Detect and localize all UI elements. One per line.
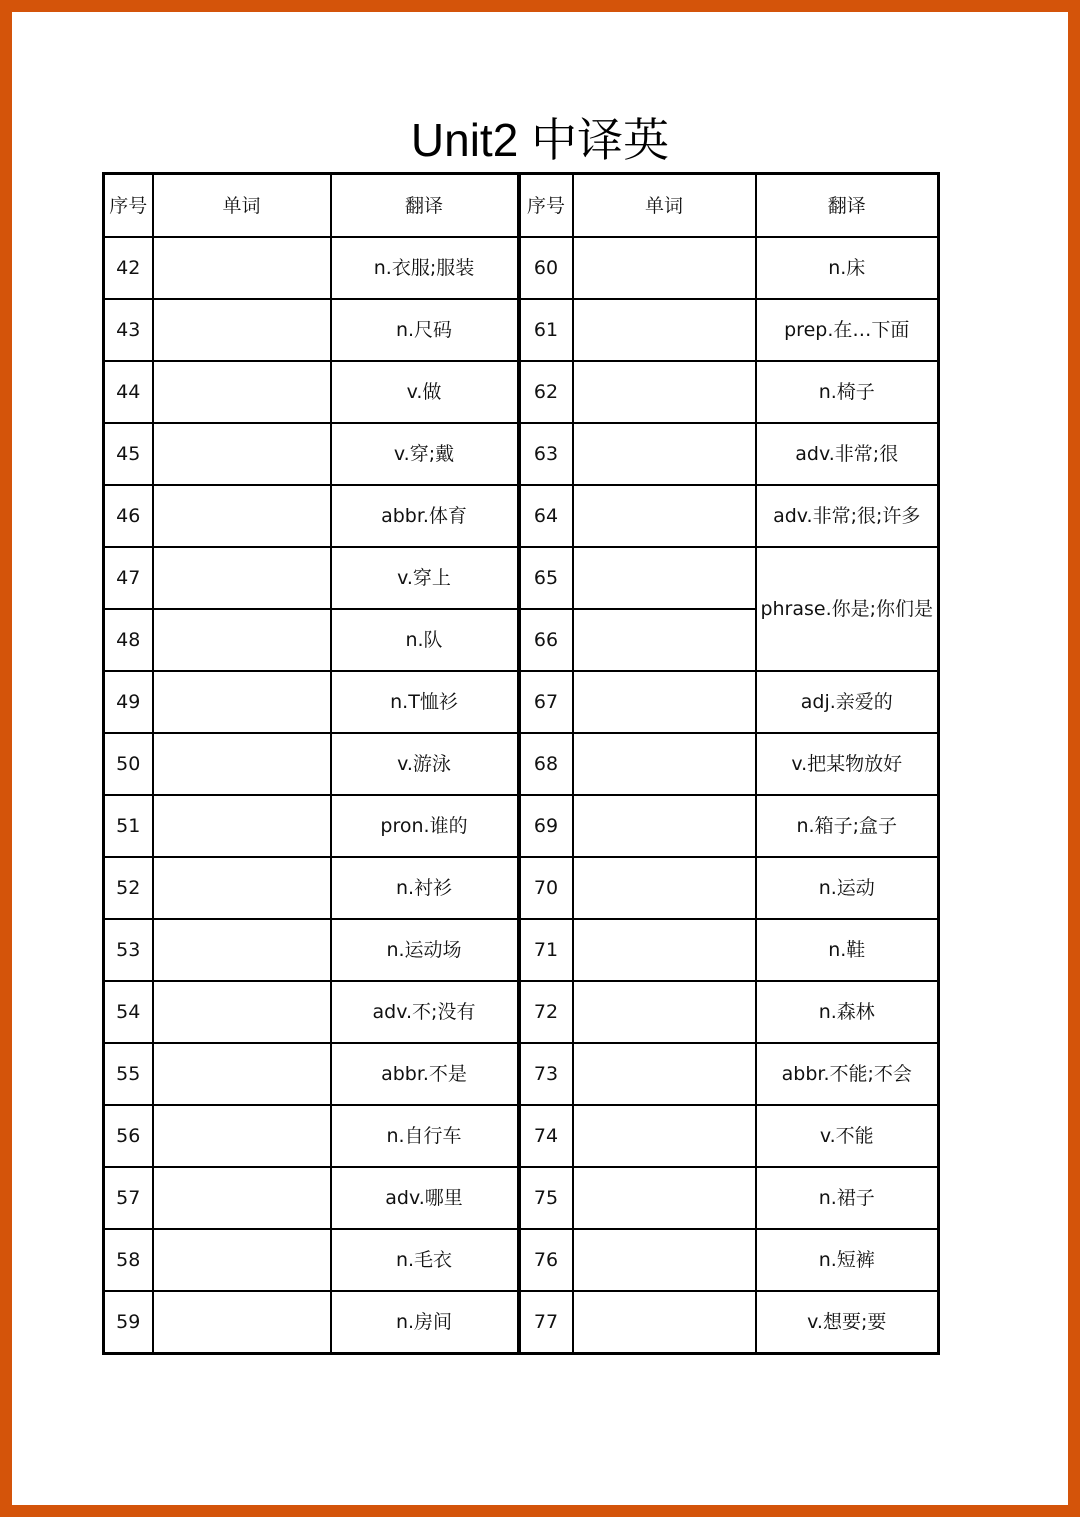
word-blank-left[interactable] [153,609,331,671]
translation-left: v.穿上 [331,547,519,609]
row-number-left: 53 [104,919,153,981]
row-number-right: 67 [519,671,573,733]
word-blank-right[interactable] [573,609,756,671]
table-row [104,981,939,1043]
table-row [104,1105,939,1167]
row-number-left: 56 [104,1105,153,1167]
word-blank-right[interactable] [573,1167,756,1229]
translation-right: abbr.不能;不会 [756,1043,939,1105]
word-blank-right[interactable] [573,733,756,795]
word-blank-right[interactable] [573,1291,756,1354]
translation-right: n.椅子 [756,361,939,423]
translation-right: v.不能 [756,1105,939,1167]
table-row [104,1291,939,1354]
translation-left: adv.哪里 [331,1167,519,1229]
word-blank-right[interactable] [573,237,756,299]
row-number-left: 52 [104,857,153,919]
translation-left: n.毛衣 [331,1229,519,1291]
word-blank-left[interactable] [153,1291,331,1354]
row-number-left: 45 [104,423,153,485]
translation-left: abbr.不是 [331,1043,519,1105]
word-blank-left[interactable] [153,1167,331,1229]
row-number-left: 47 [104,547,153,609]
translation-left: v.做 [331,361,519,423]
row-number-right: 63 [519,423,573,485]
word-blank-right[interactable] [573,299,756,361]
word-blank-left[interactable] [153,361,331,423]
row-number-left: 58 [104,1229,153,1291]
table-row [104,547,939,609]
row-number-right: 61 [519,299,573,361]
table-row [104,1043,939,1105]
row-number-left: 43 [104,299,153,361]
word-blank-right[interactable] [573,423,756,485]
header-num-right: 序号 [519,174,573,238]
word-blank-left[interactable] [153,919,331,981]
table-row [104,1229,939,1291]
row-number-left: 49 [104,671,153,733]
translation-left: v.游泳 [331,733,519,795]
header-translation-right: 翻译 [756,174,939,238]
row-number-left: 57 [104,1167,153,1229]
row-number-left: 46 [104,485,153,547]
row-number-left: 51 [104,795,153,857]
table-row [104,919,939,981]
word-blank-left[interactable] [153,1105,331,1167]
translation-left: adv.不;没有 [331,981,519,1043]
table-row [104,1167,939,1229]
row-number-right: 66 [519,609,573,671]
row-number-left: 54 [104,981,153,1043]
row-number-right: 76 [519,1229,573,1291]
translation-left: n.衬衫 [331,857,519,919]
row-number-right: 71 [519,919,573,981]
word-blank-left[interactable] [153,795,331,857]
translation-left: n.队 [331,609,519,671]
translation-left: n.尺码 [331,299,519,361]
table-row [104,795,939,857]
word-blank-left[interactable] [153,857,331,919]
word-blank-left[interactable] [153,1229,331,1291]
row-number-left: 50 [104,733,153,795]
word-blank-right[interactable] [573,857,756,919]
table-row [104,857,939,919]
row-number-right: 64 [519,485,573,547]
translation-left: n.自行车 [331,1105,519,1167]
row-number-right: 60 [519,237,573,299]
word-blank-left[interactable] [153,547,331,609]
word-blank-right[interactable] [573,1229,756,1291]
translation-right: n.运动 [756,857,939,919]
row-number-left: 48 [104,609,153,671]
word-blank-left[interactable] [153,981,331,1043]
translation-right: prep.在…下面 [756,299,939,361]
translation-right: n.箱子;盒子 [756,795,939,857]
translation-right: n.裙子 [756,1167,939,1229]
translation-left: n.T恤衫 [331,671,519,733]
translation-right: v.把某物放好 [756,733,939,795]
word-blank-left[interactable] [153,485,331,547]
word-blank-left[interactable] [153,237,331,299]
translation-right: adj.亲爱的 [756,671,939,733]
table-row [104,485,939,547]
table-row [104,237,939,299]
vocabulary-table [102,172,940,1355]
translation-left: n.房间 [331,1291,519,1354]
translation-right: phrase.你是;你们是 [756,547,939,671]
word-blank-right[interactable] [573,919,756,981]
row-number-right: 65 [519,547,573,609]
translation-right: v.想要;要 [756,1291,939,1354]
row-number-right: 69 [519,795,573,857]
translation-right: n.鞋 [756,919,939,981]
translation-right: adv.非常;很 [756,423,939,485]
row-number-right: 68 [519,733,573,795]
header-num-left: 序号 [104,174,153,238]
header-word-right: 单词 [573,174,756,238]
translation-left: pron.谁的 [331,795,519,857]
row-number-left: 59 [104,1291,153,1354]
word-blank-left[interactable] [153,423,331,485]
row-number-right: 73 [519,1043,573,1105]
page-title: Unit2 中译英 [410,114,670,166]
row-number-right: 72 [519,981,573,1043]
header-word-left: 单词 [153,174,331,238]
table-row [104,299,939,361]
word-blank-right[interactable] [573,1043,756,1105]
row-number-right: 62 [519,361,573,423]
table-row [104,671,939,733]
row-number-right: 74 [519,1105,573,1167]
translation-left: n.运动场 [331,919,519,981]
word-blank-right[interactable] [573,981,756,1043]
table-row [104,423,939,485]
row-number-right: 77 [519,1291,573,1354]
translation-right: n.床 [756,237,939,299]
row-number-left: 55 [104,1043,153,1105]
row-number-right: 70 [519,857,573,919]
word-blank-right[interactable] [573,795,756,857]
word-blank-right[interactable] [573,1105,756,1167]
translation-right: n.短裤 [756,1229,939,1291]
header-row [104,174,939,238]
word-blank-left[interactable] [153,299,331,361]
word-blank-right[interactable] [573,361,756,423]
table-row [104,733,939,795]
header-translation-left: 翻译 [331,174,519,238]
word-blank-right[interactable] [573,671,756,733]
word-blank-right[interactable] [573,485,756,547]
word-blank-right[interactable] [573,547,756,609]
row-number-left: 42 [104,237,153,299]
word-blank-left[interactable] [153,671,331,733]
translation-left: n.衣服;服装 [331,237,519,299]
translation-right: adv.非常;很;许多 [756,485,939,547]
row-number-right: 75 [519,1167,573,1229]
word-blank-left[interactable] [153,733,331,795]
translation-right: n.森林 [756,981,939,1043]
word-blank-left[interactable] [153,1043,331,1105]
translation-left: abbr.体育 [331,485,519,547]
row-number-left: 44 [104,361,153,423]
translation-left: v.穿;戴 [331,423,519,485]
table-row [104,361,939,423]
